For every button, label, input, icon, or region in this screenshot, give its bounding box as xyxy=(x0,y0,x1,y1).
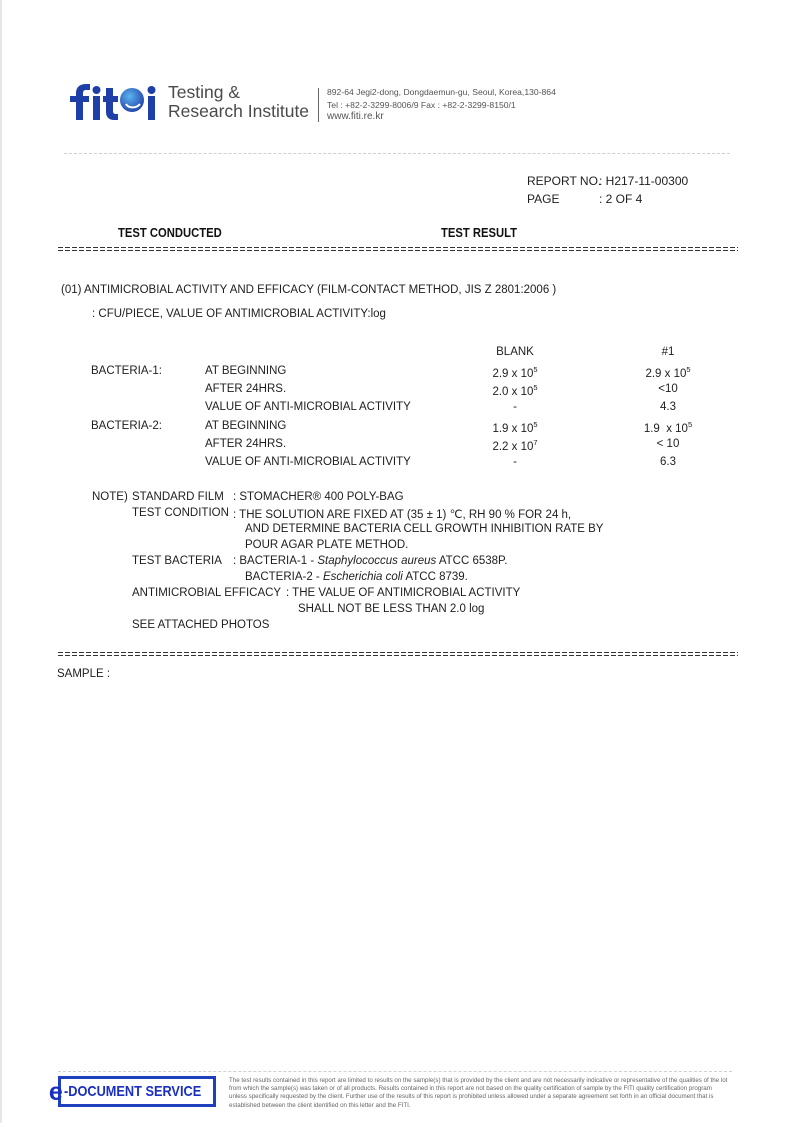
bacteria-2-strain: ATCC 8739. xyxy=(402,571,468,583)
column-test-conducted: TEST CONDUCTED xyxy=(118,226,222,240)
cell-sample xyxy=(623,420,713,435)
standard-film-value: : STOMACHER® 400 POLY-BAG xyxy=(233,491,404,503)
bacteria-1-prefix: : BACTERIA-1 - xyxy=(233,555,318,567)
cell-sample xyxy=(623,438,713,450)
test-condition-line3: POUR AGAR PLATE METHOD. xyxy=(245,539,409,551)
e-document-service-label: -DOCUMENT SERVICE xyxy=(63,1083,201,1100)
cell-blank xyxy=(470,383,560,398)
test-title: (01) ANTIMICROBIAL ACTIVITY AND EFFICACY (FILM-CONTACT METHOD, JIS Z 2801:2006 ) xyxy=(61,284,557,296)
e-document-service-badge xyxy=(48,1076,216,1107)
header-separator xyxy=(318,88,319,122)
cell-value: 6.3 xyxy=(660,456,676,468)
cell-exponent: 5 xyxy=(533,383,538,392)
row-item: AT BEGINNING xyxy=(205,365,287,377)
row-item: AFTER 24HRS. xyxy=(205,438,287,450)
cell-value: 1.9 x 10 xyxy=(492,423,534,435)
efficacy-line1: : THE VALUE OF ANTIMICROBIAL ACTIVITY xyxy=(286,587,521,599)
cell-exponent: 5 xyxy=(533,365,538,374)
cell-blank xyxy=(470,365,560,380)
report-no-value: : H217-11-00300 xyxy=(599,174,689,188)
footer-disclaimer: The test results contained in this report are limited to results on the sample(s) that is provided by the client and are not necessarily indicative or representative of the qualities of the lot from which the sample(s) was taken or of all products. Results contained in this report are not based on the quality certification of sample by the FITI quality certification program unless specifically requested by the client. Further use of the results of this report is prohibited unless allowed under a separate agreement set forth in an official document that is established between the client identified on this letter and the FITI. xyxy=(229,1077,728,1109)
cell-value: 4.3 xyxy=(660,401,676,413)
cell-exponent: 5 xyxy=(686,365,691,374)
row-item: VALUE OF ANTI-MICROBIAL ACTIVITY xyxy=(205,401,411,413)
bacteria-2-label: BACTERIA-2: xyxy=(91,420,162,432)
cell-blank xyxy=(470,438,560,453)
row-item: AT BEGINNING xyxy=(205,420,287,432)
report-no-row xyxy=(527,172,688,190)
cell-exponent: 7 xyxy=(533,438,538,447)
note-prefix: NOTE) xyxy=(92,491,128,503)
cell-blank xyxy=(470,456,560,468)
page-row xyxy=(527,190,688,208)
cell-value: 2.0 x 10 xyxy=(492,386,534,398)
row-item: VALUE OF ANTI-MICROBIAL ACTIVITY xyxy=(205,456,411,468)
standard-film-label: STANDARD FILM xyxy=(132,491,224,503)
cell-exponent: 5 xyxy=(533,420,538,429)
bacteria-2-description xyxy=(245,571,468,583)
sample-label: SAMPLE : xyxy=(57,668,111,680)
fiti-logo-icon xyxy=(66,82,162,122)
report-no-label: REPORT NO. xyxy=(527,174,602,188)
column-test-result: TEST RESULT xyxy=(441,226,518,240)
row-item: AFTER 24HRS. xyxy=(205,383,287,395)
bacteria-2-species: Escherichia coli xyxy=(322,571,403,583)
report-info xyxy=(527,172,688,208)
see-attached-photos: SEE ATTACHED PHOTOS xyxy=(132,619,270,631)
org-name xyxy=(168,83,309,121)
org-contact xyxy=(327,86,556,124)
footer-divider xyxy=(58,1071,732,1072)
cell-sample xyxy=(623,383,713,395)
page-value: : 2 OF 4 xyxy=(599,192,643,206)
header-blank: BLANK xyxy=(496,346,534,358)
cell-sample xyxy=(623,401,713,413)
page-edge xyxy=(0,0,2,1123)
bacteria-1-species: Staphylococcus aureus xyxy=(317,555,437,567)
bacteria-1-label: BACTERIA-1: xyxy=(91,365,162,377)
cell-value: 1.9 x 10 xyxy=(643,423,688,435)
cell-value: - xyxy=(513,456,517,468)
org-address: 892-64 Jegi2-dong, Dongdaemun-gu, Seoul, Korea,130-864 xyxy=(327,87,556,97)
header-sample-1: #1 xyxy=(661,346,675,358)
top-double-rule xyxy=(58,247,738,251)
page-label: PAGE xyxy=(527,192,560,206)
cell-exponent: 5 xyxy=(687,420,693,429)
bacteria-2-prefix: BACTERIA-2 - xyxy=(245,571,323,583)
test-condition-line1: : THE SOLUTION ARE FIXED AT (35 ± 1) ℃, RH 90 % FOR 24 h, xyxy=(233,509,572,521)
efficacy-line2: SHALL NOT BE LESS THAN 2.0 log xyxy=(298,603,485,615)
header-divider xyxy=(64,153,730,154)
cell-sample xyxy=(623,365,713,380)
cell-value: 2.2 x 10 xyxy=(492,441,534,453)
bacteria-1-strain: ATCC 6538P. xyxy=(436,555,508,567)
cell-value: 2.9 x 10 xyxy=(492,368,534,380)
org-phone-fax: Tel : +82-2-3299-8006/9 Fax : +82-2-3299-8150/1 xyxy=(327,99,516,110)
bacteria-1-description xyxy=(233,555,507,567)
cell-blank xyxy=(470,420,560,435)
e-letter-icon: e xyxy=(48,1077,63,1106)
test-bacteria-label: TEST BACTERIA xyxy=(132,555,222,567)
cell-value: <10 xyxy=(658,383,678,395)
efficacy-label: ANTIMICROBIAL EFFICACY xyxy=(132,587,282,599)
test-condition-label: TEST CONDITION xyxy=(132,507,229,519)
test-unit-note: : CFU/PIECE, VALUE OF ANTIMICROBIAL ACTIVITY:log xyxy=(92,308,386,320)
org-name-line2: Research Institute xyxy=(168,101,310,121)
test-condition-line2: AND DETERMINE BACTERIA CELL GROWTH INHIBITION RATE BY xyxy=(245,523,604,535)
fiti-logo-mark xyxy=(66,82,162,122)
org-name-line1: Testing & xyxy=(168,82,240,102)
cell-value: < 10 xyxy=(656,438,680,450)
cell-value: 2.9 x 10 xyxy=(645,368,687,380)
bottom-double-rule xyxy=(58,652,738,656)
fiti-logo xyxy=(66,82,309,122)
org-website: www.fiti.re.kr xyxy=(327,111,384,122)
cell-sample xyxy=(623,456,713,468)
cell-blank xyxy=(470,401,560,413)
cell-value: - xyxy=(513,401,517,413)
